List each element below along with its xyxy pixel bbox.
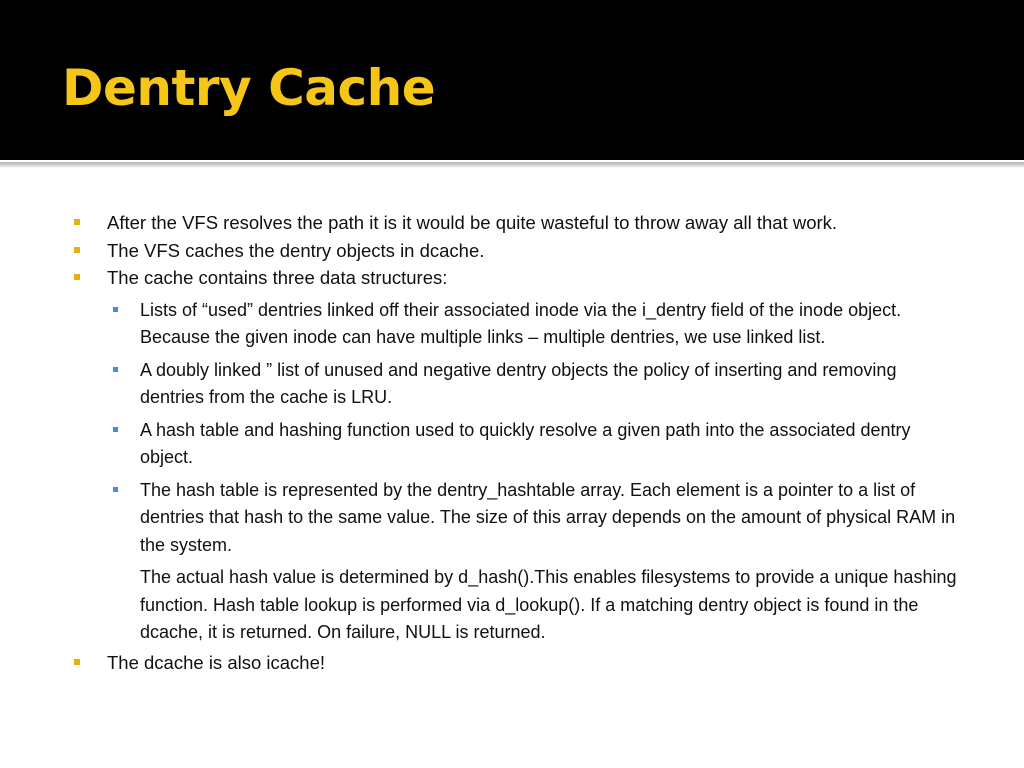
sub-bullet-text: Lists of “used” dentries linked off their associated inode via the i_dentry field of the inode object. Because the given inode can have multiple links – multiple dentries, we use linked list. — [140, 299, 902, 347]
square-sub-bullet-icon — [113, 307, 118, 312]
square-bullet-icon — [74, 659, 80, 665]
slide-title: Dentry Cache — [62, 59, 436, 117]
bullet-item — [74, 209, 964, 237]
bullet-text: After the VFS resolves the path it is it would be quite wasteful to throw away all that work. — [107, 212, 838, 233]
slide-body — [74, 209, 964, 676]
bullet-text: The cache contains three data structures: — [107, 267, 448, 288]
square-sub-bullet-icon — [113, 487, 118, 492]
bullet-text: The dcache is also icache! — [107, 651, 326, 673]
square-bullet-icon — [74, 219, 80, 225]
bullet-text: The VFS caches the dentry objects in dcache. — [107, 239, 485, 261]
sub-bullet-item — [74, 297, 964, 352]
sub-bullet-text: A doubly linked ” list of unused and negative dentry objects the policy of inserting and removing dentries from the cache is LRU. — [140, 359, 897, 407]
bullet-item — [74, 649, 964, 677]
bullet-item — [74, 264, 964, 292]
title-bar — [0, 0, 1024, 160]
square-sub-bullet-icon — [113, 367, 118, 372]
sub-bullet-text: A hash table and hashing function used to quickly resolve a given path into the associated dentry object. — [140, 419, 911, 467]
sub-bullet-continuation — [74, 564, 964, 647]
square-bullet-icon — [74, 274, 80, 280]
sub-bullet-item — [74, 417, 964, 472]
continuation-text: The actual hash value is determined by d_hash().This enables filesystems to provide a unique hashing function. Hash table lookup is performed via d_lookup(). If a matching dentry object is found in the dcache, it is returned. On failure, NULL is returned. — [140, 567, 957, 642]
title-divider — [0, 160, 1024, 168]
sub-bullet-item — [74, 477, 964, 560]
square-sub-bullet-icon — [113, 427, 118, 432]
square-bullet-icon — [74, 247, 80, 253]
sub-bullet-text: The hash table is represented by the dentry_hashtable array. Each element is a pointer to a list of dentries that hash to the same value. The size of this array depends on the amount of physical RAM in the system. — [140, 479, 956, 555]
bullet-item — [74, 237, 964, 265]
sub-bullet-item — [74, 357, 964, 412]
